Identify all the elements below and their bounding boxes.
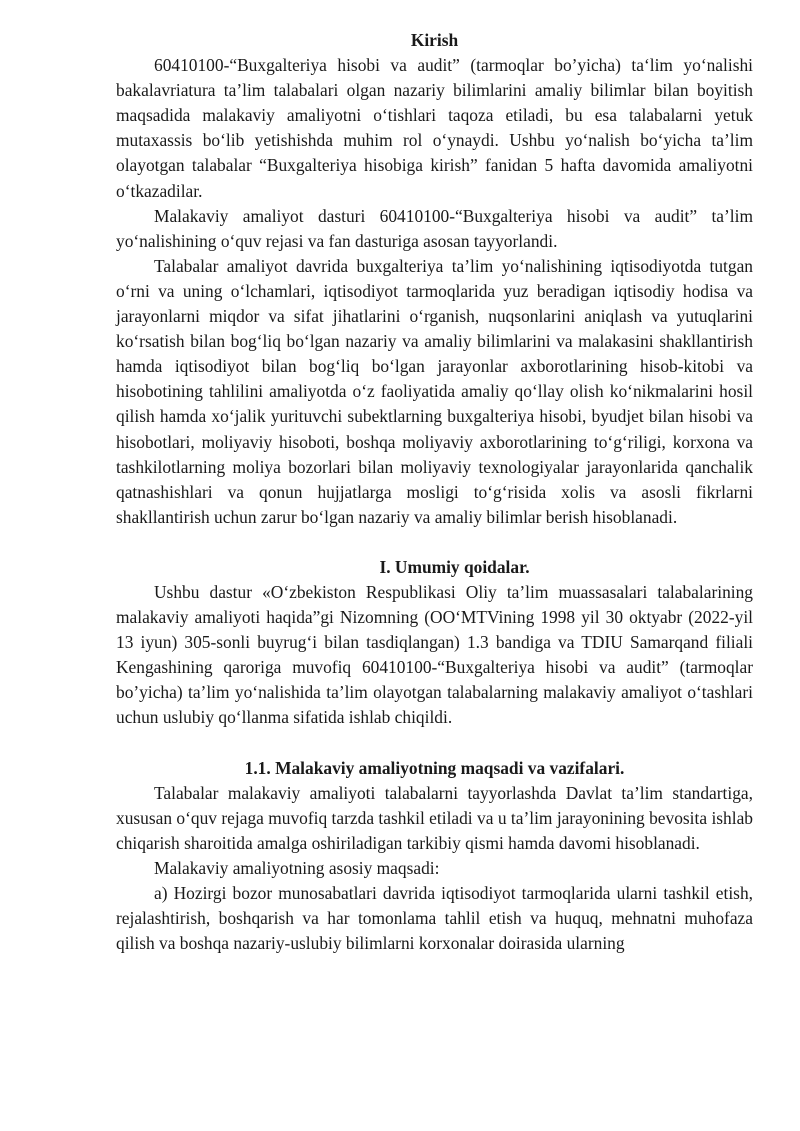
- intro-paragraph-3: Talabalar amaliyot davrida buxgalteriya ta’lim yo‘nalishining iqtisodiyotda tutgan o‘rni va uning o‘lchamlari, iqtisodiyot tarmoqlarida yuz beradigan iqtisodiy hodisa va jarayonlarni miqdor va sifat jihatlarini o‘rganish, nuqsonlarini aniqlash va yutuqlarini ko‘rsatish bilan bog‘liq bo‘lgan nazariy va amaliy bilimlarini va malakasini shakllantirish hamda iqtisodiyot bilan bog‘liq bo‘lgan jarayonlar axborotlarining hisob-kitobi va hisobotining tahlilini amaliyotda o‘z faoliyatida amaliy qo‘llay olish ko‘nikmalarini hosil qilish hamda xo‘jalik yurituvchi subektlarning buxgalteriya hisobi, byudjet bilan hisobi va hisobotlari, moliyaviy hisoboti, boshqa moliyaviy axborotlarining to‘g‘riligi, korxona va tashkilotlarning moliya bozorlari bilan moliyaviy texnologiyalar jarayonlarida qanchalik qatnashishlari va qonun hujjatlarga mosligi to‘g‘risida xolis va asosli fikrlarni shakllantirish uchun zarur bo‘lgan nazariy va amaliy bilimlar berish hisoblanadi.: [116, 255, 753, 527]
- document-page: [116, 28, 753, 956]
- section1-1-paragraph-2: Malakaviy amaliyotning asosiy maqsadi:: [154, 857, 440, 878]
- spacer: [116, 530, 753, 555]
- section1-1-paragraph-3: a) Hozirgi bozor munosabatlari davrida iqtisodiyot tarmoqlarida ularni tashkil etish, rejalashtirish, boshqarish va har tomonlama tahlil etish va huquq, mehnatni muhofaza qilish va boshqa nazariy-uslubiy bilimlarni korxonalar doirasida ularning: [116, 883, 753, 954]
- section1-1-paragraph-1: Talabalar malakaviy amaliyoti talabalarni tayyorlashda Davlat ta’lim standartiga, xususan o‘quv rejaga muvofiq tarzda tashkil etiladi va u ta’lim jarayonining bevosita ishlab chiqarish sharoitida amalga oshiriladigan tarkibiy qismi hamda davomi hisoblanadi.: [116, 782, 753, 853]
- intro-paragraph-1: 60410100-“Buxgalteriya hisobi va audit” (tarmoqlar bo’yicha) ta‘lim yo‘nalishi bakalavriatura ta’lim talabalari olgan nazariy bilimlarini amaliy bilimlar bilan boyitish maqsadida malakaviy amaliyotni o‘tishlari taqoza etiladi, bu esa talabalarni yetuk mutaxassis bo‘lib yetishishda muhim rol o‘ynaydi. Ushbu yo‘nalish bo‘yicha ta’lim olayotgan talabalar “Buxgalteriya hisobiga kirish” fanidan 5 hafta davomida amaliyotni o‘tkazadilar.: [116, 55, 753, 201]
- spacer: [116, 731, 753, 756]
- intro-paragraph-2: Malakaviy amaliyot dasturi 60410100-“Buxgalteriya hisobi va audit” ta’lim yo‘nalishining o‘quv rejasi va fan dasturiga asosan tayyorlandi.: [116, 205, 753, 251]
- section-heading-goals: 1.1. Malakaviy amaliyotning maqsadi va vazifalari.: [244, 757, 625, 778]
- section-heading-general-rules: I. Umumiy qoidalar.: [379, 556, 530, 577]
- document-title: Kirish: [410, 30, 459, 50]
- section1-paragraph: Ushbu dastur «O‘zbekiston Respublikasi Oliy ta’lim muassasalari talabalarining malakaviy amaliyoti haqida”gi Nizomning (OO‘MTVining 1998 yil 30 oktyabr (2022-yil 13 iyun) 305-sonli buyrug‘i bilan tasdiqlangan) 1.3 bandiga va TDIU Samarqand filiali Kengashining qaroriga muvofiq 60410100-“Buxgalteriya hisobi va audit” (tarmoqlar bo’yicha) ta’lim yo‘nalishida ta’lim olayotgan talabalarning malakaviy amaliyot o‘tashlari uchun uslubiy qo‘llanma sifatida ishlab chiqildi.: [116, 581, 753, 728]
